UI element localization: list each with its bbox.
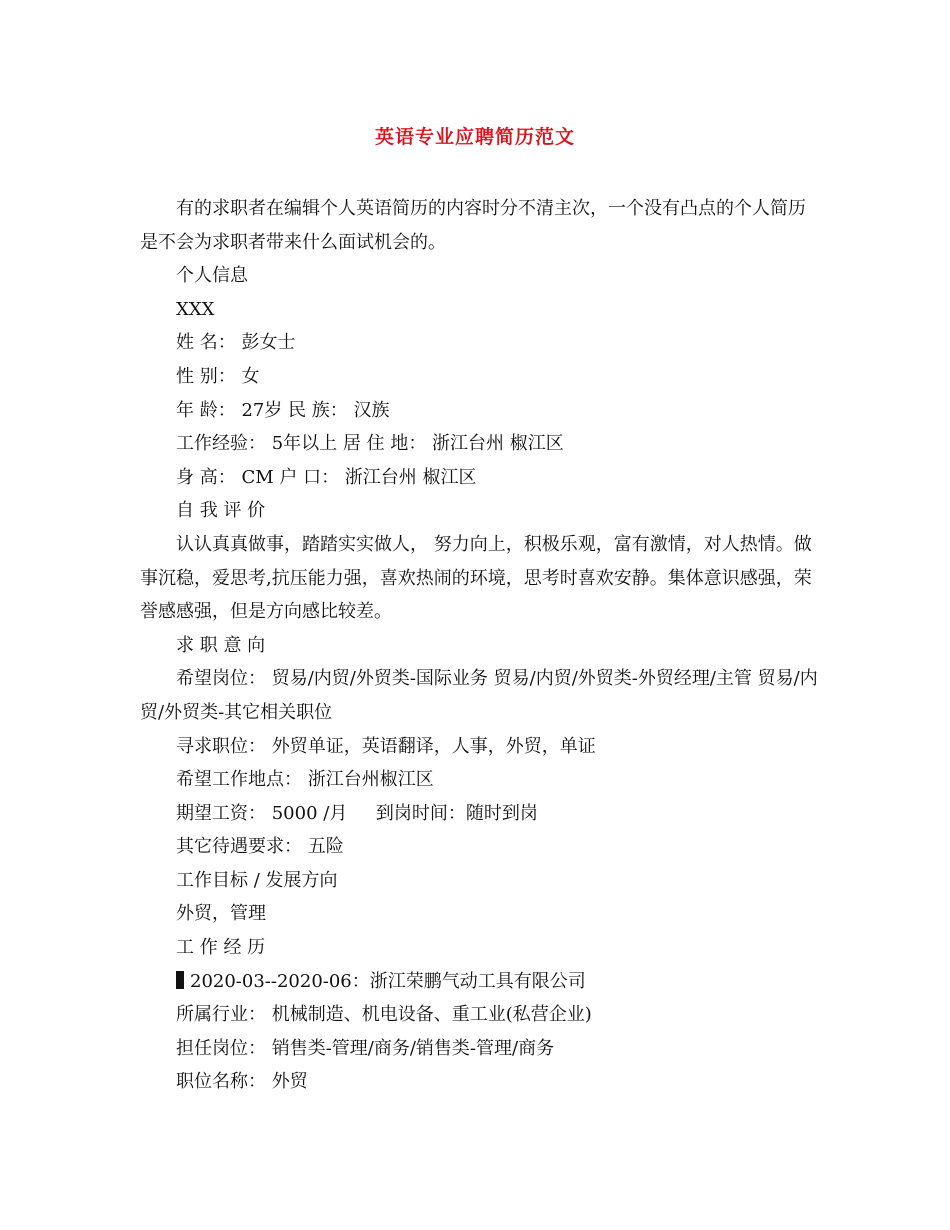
experience-entry-header — [140, 965, 820, 999]
field-industry: 所属行业： 机械制造、机电设备、重工业(私营企业) — [176, 1004, 592, 1026]
section-heading-work-experience: 工 作 经 历 — [176, 937, 266, 959]
self-evaluation-paragraph: 认认真真做事，踏踏实实做人， 努力向上，积极乐观，富有激情，对人热情。做事沉稳，爱思考,抗压能力强，喜欢热闹的环境，思考时喜欢安静。集体意识感强，荣誉感感强，但是方向感比较差。 — [140, 533, 812, 623]
field-height-hukou: 身 高： CM 户 口： 浙江台州 椒江区 — [176, 466, 477, 488]
field-salary-start-time: 期望工资： 5000 /月 到岗时间：随时到岗 — [176, 802, 538, 824]
field-gender: 性 别： 女 — [176, 365, 260, 387]
field-job-title: 职位名称： 外贸 — [176, 1071, 308, 1093]
document-body — [140, 192, 820, 1099]
field-goals-value: 外贸，管理 — [176, 903, 266, 925]
document-title: 英语专业应聘简历范文 — [374, 126, 575, 148]
bullet-marker-icon — [176, 971, 184, 989]
name-placeholder: XXX — [176, 298, 215, 320]
section-heading-self-evaluation: 自 我 评 价 — [176, 500, 266, 522]
field-role: 担任岗位： 销售类-管理/商务/销售类-管理/商务 — [176, 1037, 555, 1059]
field-other-benefits: 其它待遇要求： 五险 — [176, 836, 344, 858]
section-heading-job-intent: 求 职 意 向 — [176, 634, 266, 656]
intro-paragraph: 有的求职者在编辑个人英语简历的内容时分不清主次，一个没有凸点的个人简历是不会为求职者带来什么面试机会的。 — [140, 198, 806, 253]
field-name: 姓 名： 彭女士 — [176, 332, 296, 354]
experience-period-company: 2020-03--2020-06：浙江荣鹏气动工具有限公司 — [190, 970, 586, 992]
field-work-location: 希望工作地点： 浙江台州椒江区 — [176, 769, 434, 791]
field-seeking-position: 寻求职位： 外贸单证，英语翻译，人事，外贸，单证 — [176, 735, 596, 757]
section-heading-personal-info: 个人信息 — [176, 265, 248, 287]
field-experience-residence: 工作经验： 5年以上 居 住 地： 浙江台州 椒江区 — [176, 433, 564, 455]
field-age-ethnicity: 年 龄： 27岁 民 族： 汉族 — [176, 399, 390, 421]
field-hope-positions: 希望岗位： 贸易/内贸/外贸类-国际业务 贸易/内贸/外贸类-外贸经理/主管 贸易/内贸/外贸类-其它相关职位 — [140, 668, 818, 723]
section-heading-goals: 工作目标 / 发展方向 — [176, 869, 338, 891]
